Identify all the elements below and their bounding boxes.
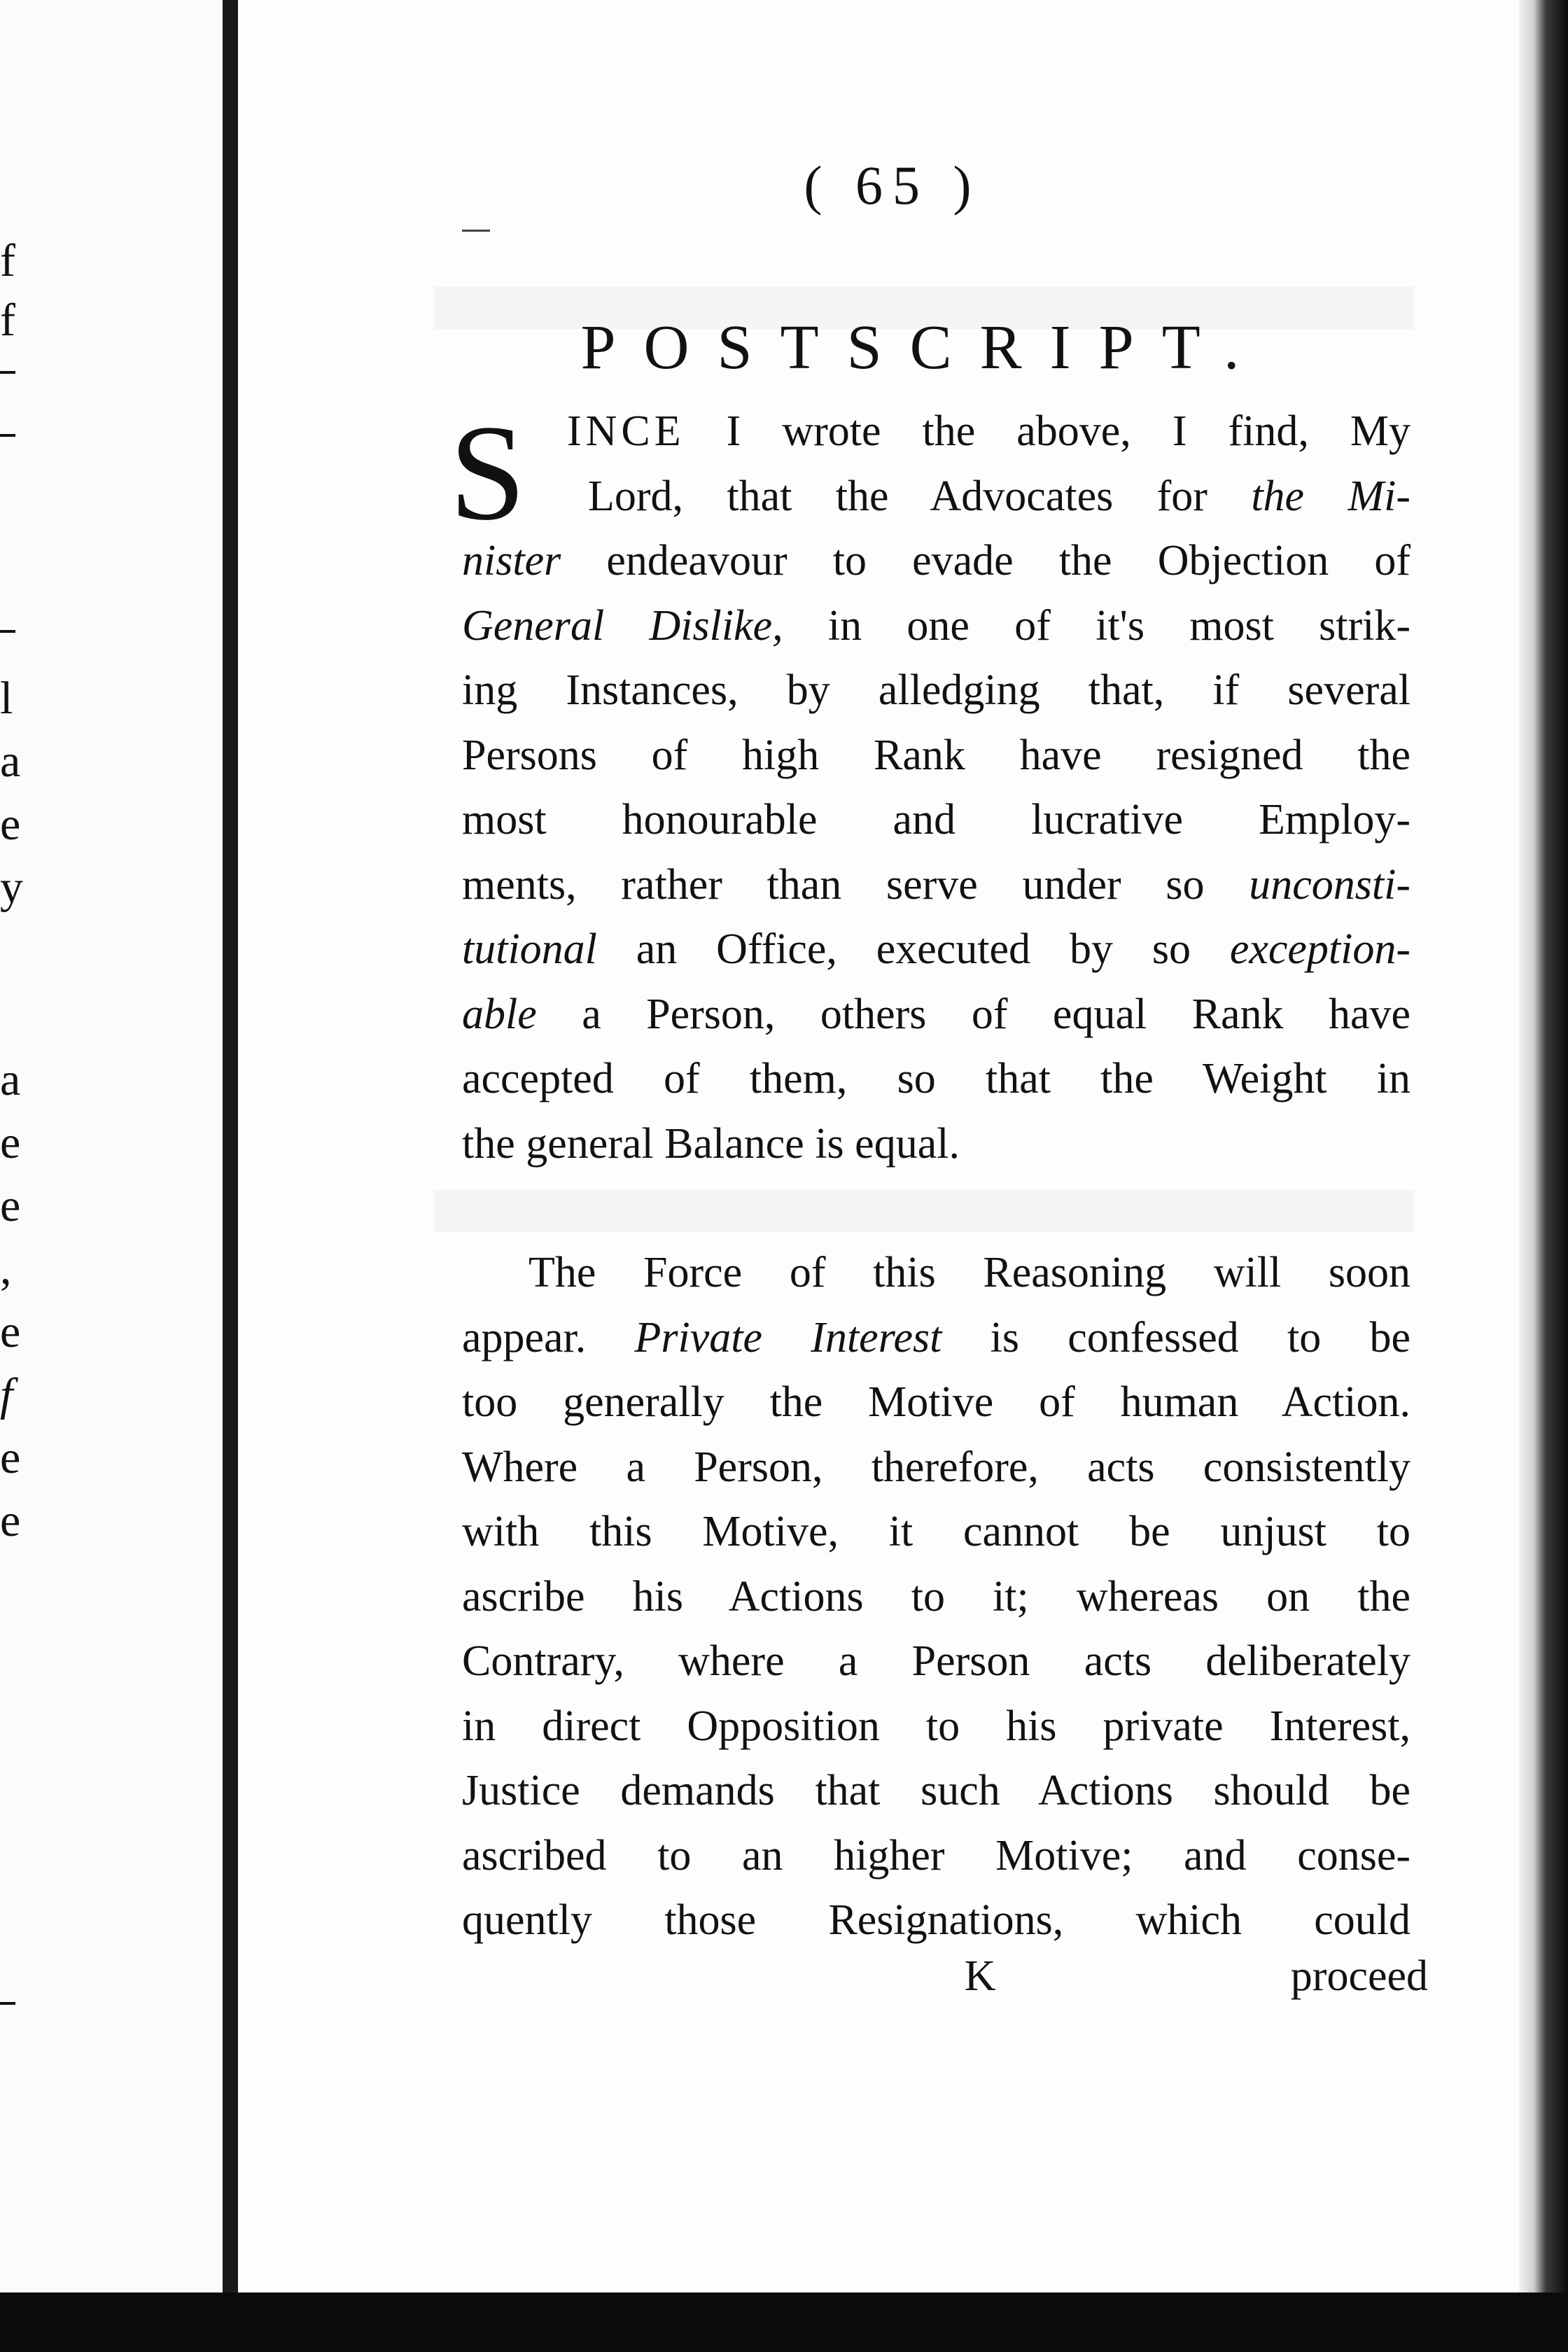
text-line: nister endeavour to evade the Objection of [462,537,1410,584]
italic-text: exception- [1229,925,1410,973]
left-fragment: , [0,1243,12,1294]
drop-cap: S [449,397,526,549]
italic-text: General Dislike, [462,601,783,650]
text-line: with this Motive, it cannot be unjust to [462,1508,1410,1555]
text-line: ing Instances, by alledging that, if several [462,666,1410,714]
left-fragment: f [0,1369,13,1420]
italic-text: tutional [462,925,597,973]
paragraph-second [462,1240,1410,1953]
page-footer [462,1952,1428,2016]
text-line: Justice demands that such Actions should be [462,1767,1410,1814]
left-fragment: e [0,799,21,850]
text-line: Contrary, where a Person acts deliberately [462,1637,1410,1685]
book-gutter [223,0,238,2292]
text-line: ments, rather than serve under so unconsti- [462,860,1410,909]
italic-text: nister [462,537,561,584]
text-line: accepted of them, so that the Weight in [462,1055,1410,1102]
left-rule [0,2002,15,2005]
signature-mark: K [964,1952,996,2000]
text-line: too generally the Motive of human Action. [462,1378,1410,1426]
text-line: The Force of this Reasoning will soon [528,1249,1410,1296]
catchword: proceed [1290,1952,1428,2000]
left-fragment: e [0,1180,21,1231]
text-line: General Dislike, in one of it's most strik- [462,601,1411,650]
text-line: quently those Resignations, which could [462,1896,1410,1944]
italic-text: unconsti- [1249,860,1410,909]
left-fragment: e [0,1117,21,1168]
text-line: in direct Opposition to his private Interest, [462,1702,1410,1750]
text-line: the general Balance is equal. [462,1119,960,1168]
italic-text: able [462,990,537,1038]
text-line: Persons of high Rank have resigned the [462,731,1410,779]
left-fragment: a [0,1054,21,1105]
show-through [434,1190,1414,1232]
small-caps-opening: INCE [567,407,685,455]
left-rule [0,371,15,374]
left-fragment: e [0,1306,21,1357]
italic-text: Private Interest [634,1313,942,1362]
italic-text: the Mi- [1251,472,1410,520]
page-number: ( 65 ) [804,155,981,216]
left-fragment: e [0,1432,21,1483]
text-line: Where a Person, therefore, acts consistently [462,1443,1410,1491]
text-line: ascribed to an higher Motive; and conse- [462,1831,1410,1879]
text-line: appear. Private Interest is confessed to be [462,1313,1410,1362]
text-line: most honourable and lucrative Employ- [462,796,1410,844]
left-fragment: f [0,295,15,346]
printer-mark [462,230,490,232]
scan-bottom-border [0,2292,1568,2352]
paragraph-first [462,399,1410,1176]
left-fragment: a [0,736,21,787]
text-line: tutional an Office, executed by so exception- [462,925,1410,973]
text-line [462,399,1410,464]
section-heading: POSTSCRIPT. [580,313,1268,382]
left-rule [0,434,15,437]
left-fragment: l [0,673,13,724]
text-line: able a Person, others of equal Rank have [462,990,1410,1038]
left-rule [0,630,15,633]
text-line: ascribe his Actions to it; whereas on the [462,1572,1410,1620]
page-edge-shadow [1519,0,1568,2310]
left-fragment: y [0,862,23,913]
text-line: Lord, that the Advocates for the Mi- [588,472,1410,520]
line-text: I wrote the above, I find, My [685,407,1410,455]
left-fragment: e [0,1495,21,1546]
previous-page-edge [0,0,223,2292]
left-fragment: f [0,235,15,286]
